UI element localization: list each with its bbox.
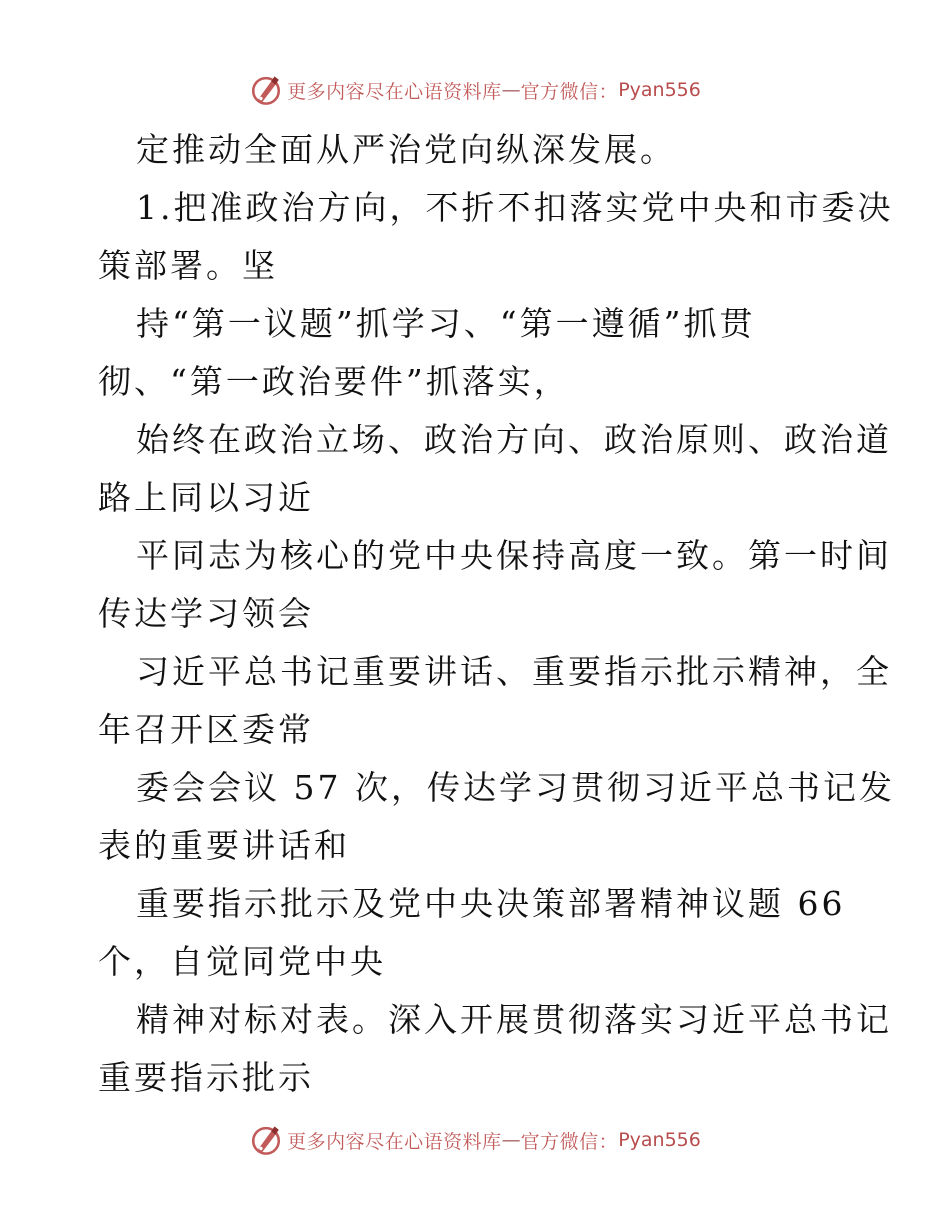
document-body bbox=[98, 121, 895, 1107]
pen-logo-icon bbox=[249, 73, 283, 107]
footer-watermark bbox=[0, 1120, 950, 1160]
text-line: 年召开区委常 bbox=[98, 710, 314, 749]
text-line: 1.把准政治方向，不折不扣落实党中央和市委决 bbox=[136, 188, 894, 227]
text-line: 重要指示批示 bbox=[98, 1058, 314, 1097]
watermark-label: 官方微信： bbox=[520, 80, 619, 103]
watermark-label: 官方微信： bbox=[520, 1130, 619, 1153]
text-line: 委会会议 57 次，传达学习贯彻习近平总书记发 bbox=[136, 768, 895, 807]
text-line: 策部署。坚 bbox=[98, 246, 278, 285]
watermark-account: Pyan556 bbox=[618, 79, 701, 101]
watermark-text: 更多内容尽在心语资料库 bbox=[287, 1130, 502, 1153]
watermark-separator: — bbox=[501, 1129, 521, 1151]
text-line: 定推动全面从严治党向纵深发展。 bbox=[136, 130, 676, 169]
pen-logo-icon bbox=[249, 1123, 283, 1157]
watermark-text: 更多内容尽在心语资料库 bbox=[287, 80, 502, 103]
text-line: 彻、“第一政治要件”抓落实， bbox=[98, 362, 570, 401]
text-line: 路上同以习近 bbox=[98, 478, 314, 517]
header-watermark bbox=[0, 70, 950, 110]
text-line: 始终在政治立场、政治方向、政治原则、政治道 bbox=[136, 420, 892, 459]
text-line: 个，自觉同党中央 bbox=[98, 942, 386, 981]
text-line: 精神对标对表。深入开展贯彻落实习近平总书记 bbox=[136, 1000, 892, 1039]
text-line: 传达学习领会 bbox=[98, 594, 314, 633]
text-line: 表的重要讲话和 bbox=[98, 826, 350, 865]
text-line: 持“第一议题”抓学习、“第一遵循”抓贯 bbox=[136, 304, 756, 343]
watermark-account: Pyan556 bbox=[618, 1129, 701, 1151]
text-line: 习近平总书记重要讲话、重要指示批示精神，全 bbox=[136, 652, 892, 691]
watermark-separator: — bbox=[501, 79, 521, 101]
text-line: 平同志为核心的党中央保持高度一致。第一时间 bbox=[136, 536, 892, 575]
text-line: 重要指示批示及党中央决策部署精神议题 66 bbox=[136, 884, 846, 923]
